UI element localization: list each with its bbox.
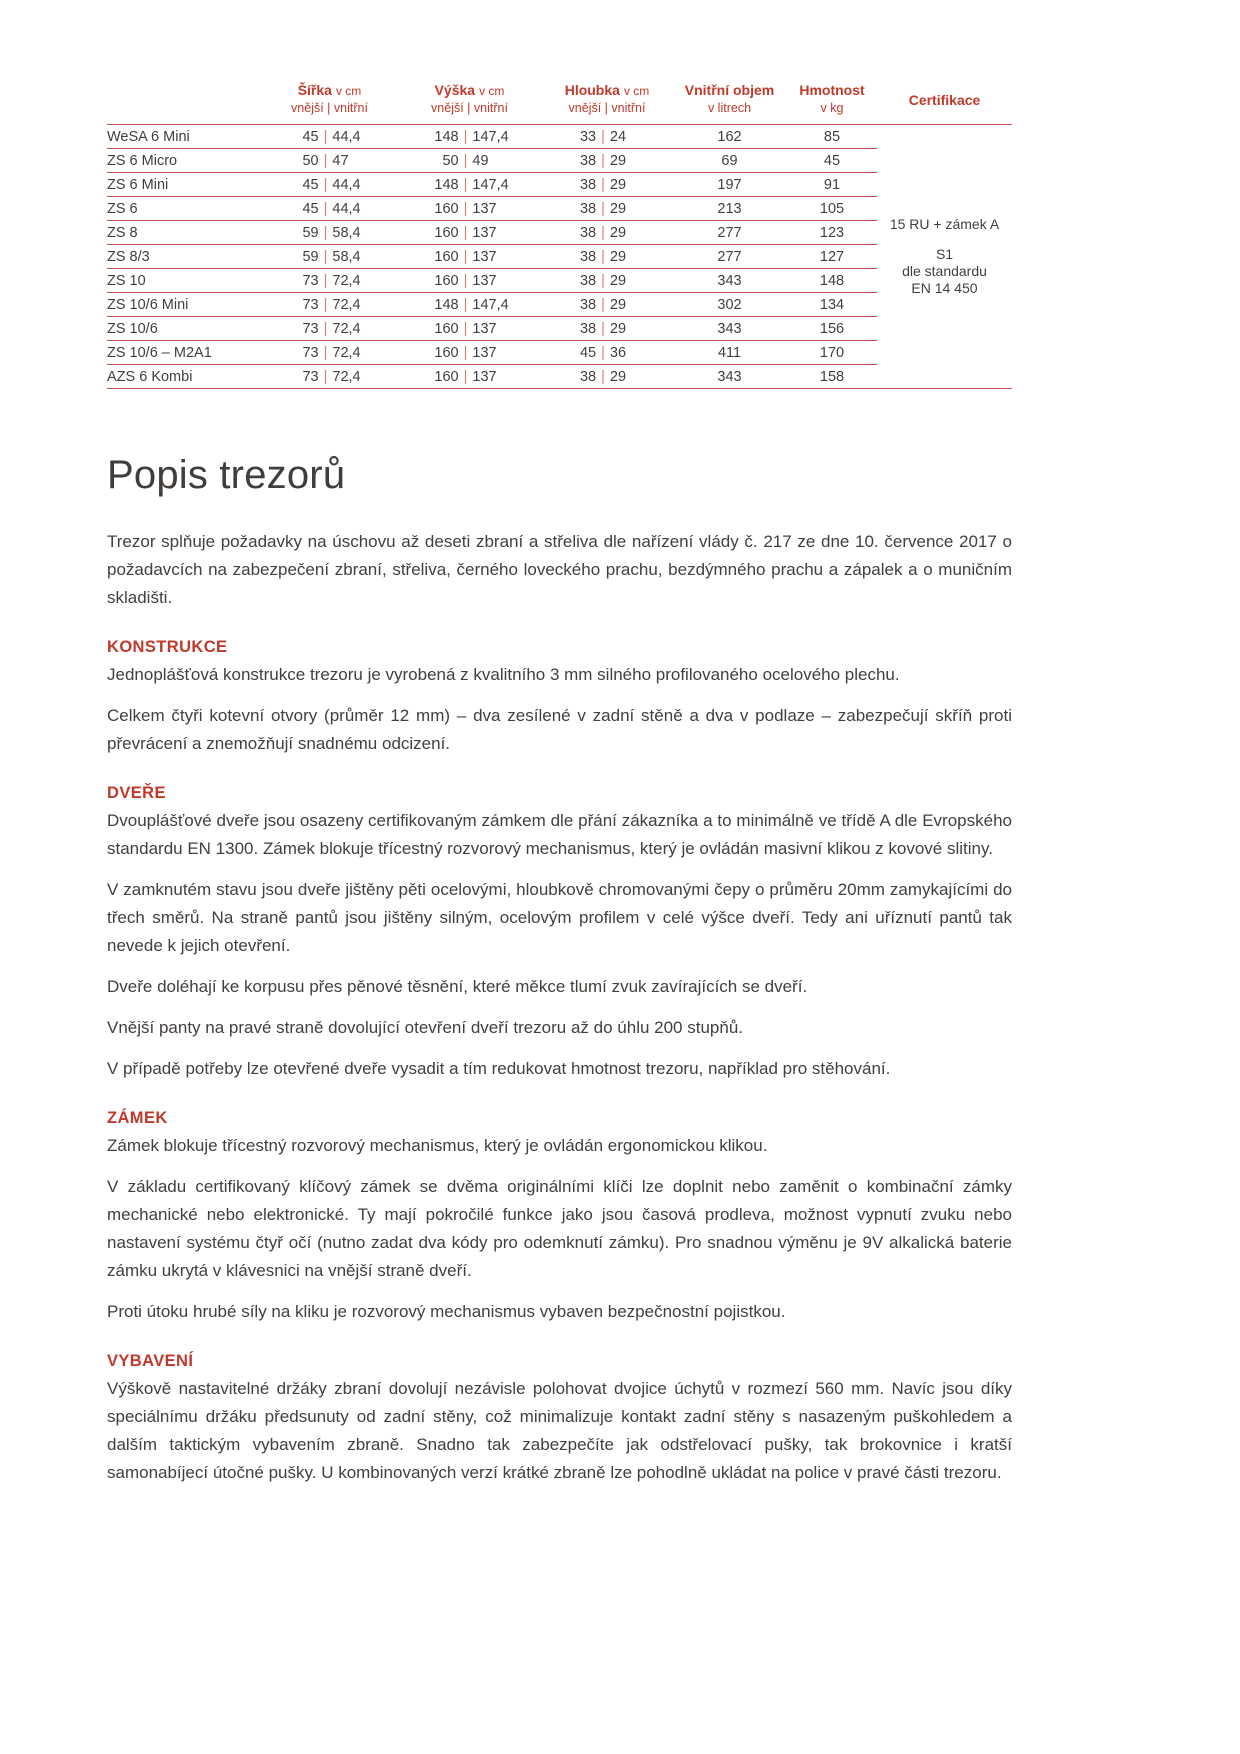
table-row [107,125,877,149]
paragraph: V zamknutém stavu jsou dveře jištěny pěti ocelovými, hloubkově chromovanými čepy o průměru 20mm zamykajícími do třech směrů. Na straně pantů jsou jištěny silným, ocelovým profilem v celé výšce dveří. Tedy ani uříznutí pantů tak nevede k jejich otevření. [107,880,1012,955]
weight-cell: 91 [823,176,841,193]
section-title: DVEŘE [107,784,166,802]
model-name: ZS 6 [107,200,138,217]
depth-cell: 38 | 29 [579,320,627,337]
table-row [107,197,877,221]
model-name: ZS 6 Mini [107,176,169,193]
width-cell: 50 | 47 [302,152,349,169]
height-cell: 160 | 137 [434,344,497,361]
depth-cell: 33 | 24 [579,128,627,145]
section-title: ZÁMEK [107,1109,168,1127]
header-volume: Vnitřní objem v litrech [684,82,775,115]
table-row [107,173,877,197]
width-cell: 73 | 72,4 [302,296,361,313]
model-name: ZS 6 Micro [107,152,178,169]
volume-cell: 411 [717,344,742,361]
width-cell: 45 | 44,4 [302,200,361,217]
certification-standard-label: dle standardu [902,263,987,279]
depth-cell: 38 | 29 [579,272,627,289]
weight-cell: 127 [819,248,845,265]
depth-cell: 38 | 29 [579,152,627,169]
table-row [107,317,877,341]
volume-cell: 69 [721,152,738,169]
table-row [107,341,877,365]
weight-cell: 158 [819,368,845,385]
certification-value [877,125,1012,389]
model-name: ZS 10/6 [107,320,158,337]
weight-cell: 105 [819,200,845,217]
paragraph: Dvouplášťové dveře jsou osazeny certifikovaným zámkem dle přání zákazníka a to minimálně ve třídě A dle Evropského standardu EN 1300. Zámek blokuje třícestný rozvorový mechanismus, který je ovládán masivní klikou z kovové slitiny. [107,811,1012,858]
table-row [107,293,877,317]
depth-cell: 38 | 29 [579,368,627,385]
height-cell: 160 | 137 [434,224,497,241]
width-cell: 45 | 44,4 [302,176,361,193]
width-cell: 73 | 72,4 [302,272,361,289]
volume-cell: 197 [717,176,742,193]
height-cell: 160 | 137 [434,272,497,289]
width-cell: 45 | 44,4 [302,128,361,145]
paragraph: Celkem čtyři kotevní otvory (průměr 12 mm) – dva zesílené v zadní stěně a dva v podlaze – zabezpečují skříň proti převrácení a znemožňují snadnému odcizení. [107,706,1012,753]
height-cell: 160 | 137 [434,368,497,385]
section-zamek [107,1104,1012,1326]
width-cell: 73 | 72,4 [302,320,361,337]
paragraph: Jednoplášťová konstrukce trezoru je vyrobená z kvalitního 3 mm silného profilovaného ocelového plechu. [107,665,900,684]
header-width: Šířka v cm vnější | vnitřní [291,82,368,115]
section-title: VYBAVENÍ [107,1352,194,1370]
model-name: ZS 10/6 – M2A1 [107,344,212,361]
volume-cell: 277 [717,224,742,241]
height-cell: 148 | 147,4 [434,176,509,193]
certification-grade: S1 [935,246,954,262]
volume-cell: 277 [717,248,742,265]
weight-cell: 148 [819,272,845,289]
weight-cell: 123 [819,224,845,241]
model-name: ZS 10 [107,272,146,289]
volume-cell: 302 [717,296,742,313]
paragraph: Výškově nastavitelné držáky zbraní dovolují nezávisle polohovat dvojice úchytů v rozmezí 560 mm. Navíc jsou díky speciálnímu držáku předsunuty od zadní stěny, což minimalizuje kontakt zadní stěny s nasazeným puškohledem a dalším taktickým vybavením zbraně. Snadno tak zabezpečíte jak odstřelovací pušky, tak brokovnice i kratší samonabíjecí útočné pušky. U kombinovaných verzí krátké zbraně lze pohodlně ukládat na police v pravé části trezoru. [107,1379,1012,1482]
section-vybaveni [107,1347,1012,1487]
height-cell: 148 | 147,4 [434,296,509,313]
depth-cell: 38 | 29 [579,224,627,241]
certification-column [877,75,1012,389]
depth-cell: 38 | 29 [579,200,627,217]
table-row [107,269,877,293]
intro-paragraph: Trezor splňuje požadavky na úschovu až deseti zbraní a střeliva dle nařízení vlády č. 217 ze dne 10. července 2017 o požadavcích na zabezpečení zbraní, střeliva, černého loveckého prachu, bezdýmného prachu a zápalek a o muničním skladišti. [107,532,1012,607]
weight-cell: 134 [819,296,845,313]
weight-cell: 85 [823,128,841,145]
depth-cell: 45 | 36 [579,344,627,361]
paragraph: Proti útoku hrubé síly na kliku je rozvorový mechanismus vybaven bezpečnostní pojistkou. [107,1302,786,1321]
header-height: Výška v cm vnější | vnitřní [431,82,508,115]
model-name: ZS 8 [107,224,138,241]
volume-cell: 343 [717,320,742,337]
weight-cell: 45 [823,152,841,169]
height-cell: 160 | 137 [434,320,497,337]
certification-lock-class: 15 RU + zámek A [889,216,1000,232]
width-cell: 59 | 58,4 [302,248,361,265]
paragraph: V případě potřeby lze otevřené dveře vysadit a tím redukovat hmotnost trezoru, například pro stěhování. [107,1059,891,1078]
width-cell: 73 | 72,4 [302,368,361,385]
section-title: KONSTRUKCE [107,638,228,656]
section-dvere [107,779,1012,1083]
paragraph: V základu certifikovaný klíčový zámek se dvěma originálními klíči lze doplnit nebo zaměnit o kombinační zámky mechanické nebo elektronické. Ty mají pokročilé funkce jako jsou časová prodleva, možnost vypnutí zvuku nebo nastavení systému čtyř očí (nutno zadat dva kódy pro odemknutí zámku). Pro snadnou výměnu je 9V alkalická baterie zámku ukrytá v klávesnici na vnější straně dveří. [107,1177,1012,1280]
table-row [107,245,877,269]
paragraph: Vnější panty na pravé straně dovolující otevření dveří trezoru až do úhlu 200 stupňů. [107,1018,743,1037]
header-weight: Hmotnost v kg [799,82,865,115]
page-title: Popis trezorů [107,453,346,497]
table-row [107,221,877,245]
depth-cell: 38 | 29 [579,176,627,193]
height-cell: 148 | 147,4 [434,128,509,145]
paragraph: Zámek blokuje třícestný rozvorový mechanismus, který je ovládán ergonomickou klikou. [107,1136,768,1155]
model-name: WeSA 6 Mini [107,128,190,145]
header-certification: Certifikace [877,75,1012,125]
paragraph: Dveře doléhají ke korpusu přes pěnové těsnění, které měkce tlumí zvuk zavírajících se dveří. [107,977,808,996]
volume-cell: 162 [717,128,742,145]
depth-cell: 38 | 29 [579,296,627,313]
table-header-row [107,75,877,125]
height-cell: 50 | 49 [442,152,489,169]
width-cell: 73 | 72,4 [302,344,361,361]
volume-cell: 343 [717,272,742,289]
model-name: AZS 6 Kombi [107,368,193,385]
height-cell: 160 | 137 [434,200,497,217]
table-row [107,149,877,173]
weight-cell: 170 [819,344,845,361]
depth-cell: 38 | 29 [579,248,627,265]
section-konstrukce [107,633,1012,758]
model-name: ZS 10/6 Mini [107,296,189,313]
height-cell: 160 | 137 [434,248,497,265]
weight-cell: 156 [819,320,845,337]
spec-table-main [107,75,877,389]
volume-cell: 213 [717,200,742,217]
spec-table [107,75,1012,389]
width-cell: 59 | 58,4 [302,224,361,241]
table-row [107,365,877,389]
header-depth: Hloubka v cm vnější | vnitřní [564,82,650,115]
model-name: ZS 8/3 [107,248,150,265]
volume-cell: 343 [717,368,742,385]
certification-standard-number: EN 14 450 [911,280,978,296]
